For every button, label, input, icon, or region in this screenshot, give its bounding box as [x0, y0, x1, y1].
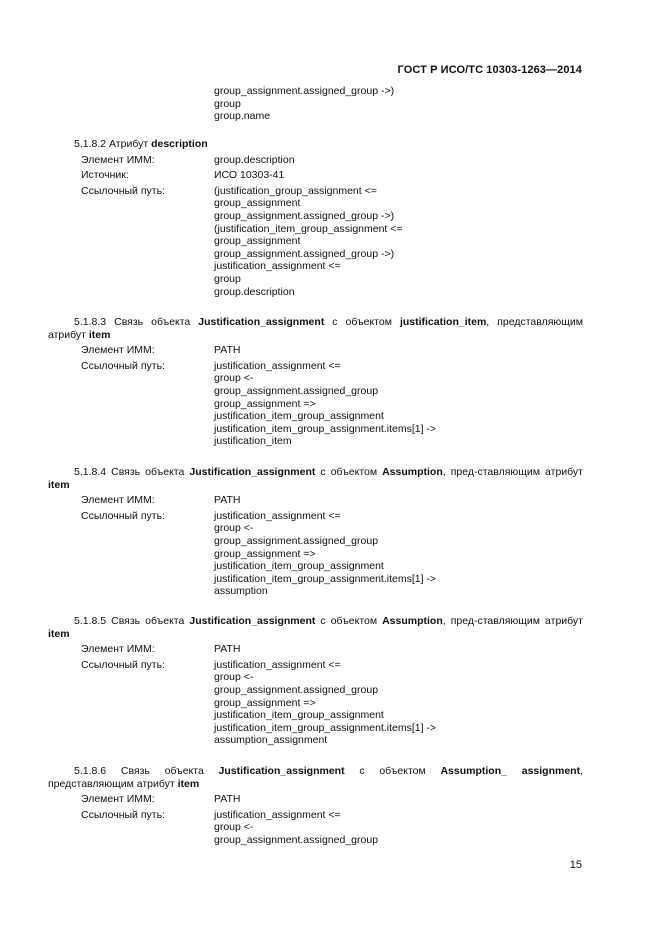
field-label: Ссылочный путь: [81, 509, 165, 522]
field-row [48, 793, 583, 806]
field-value [214, 809, 583, 847]
title-text: с объектом [315, 615, 383, 627]
section-5-1-8-2 [48, 138, 583, 298]
value-line: group_assignment.assigned_group [214, 534, 379, 547]
value-line: justification_assignment <= [214, 509, 341, 522]
value-line: justification_item_group_assignment.items[1] -> [214, 721, 437, 734]
value-line: group <- [214, 522, 254, 535]
value-line: PATH [214, 643, 241, 656]
title-text-bold: item [177, 777, 200, 790]
continued-reference-path [214, 85, 394, 123]
value-line: group <- [214, 671, 254, 684]
field-value [214, 344, 583, 357]
title-text-bold: Justification_assignment [198, 316, 325, 328]
value-line: justification_item [214, 435, 292, 448]
section-title [48, 138, 583, 151]
value-line: group_assignment => [214, 696, 316, 709]
section-5-1-8-5 [48, 615, 583, 747]
section-5-1-8-6 [48, 765, 583, 847]
value-line: group_assignment.assigned_group [214, 683, 379, 696]
section-title [48, 466, 583, 491]
value-line: group_assignment [214, 197, 301, 210]
path-line: group.name [214, 110, 271, 123]
value-line: justification_assignment <= [214, 658, 341, 671]
title-text-bold: item [88, 328, 111, 341]
field-row [48, 185, 583, 298]
field-row [48, 659, 583, 747]
section-title [48, 615, 583, 640]
field-label: Элемент ИММ: [81, 494, 155, 507]
value-line: PATH [214, 494, 241, 507]
title-text: с объектом [315, 466, 383, 478]
title-text: с объектом [324, 316, 400, 328]
value-line: (justification_item_group_assignment <= [214, 222, 403, 235]
section-title [48, 765, 583, 790]
value-line: justification_item_group_assignment.items[1] -> [214, 422, 437, 435]
title-text: , пред-ставляющим атрибут [442, 615, 583, 627]
section-title [48, 316, 583, 341]
field-row [48, 360, 583, 448]
field-label: Ссылочный путь: [81, 359, 165, 372]
title-text: с объектом [344, 765, 441, 777]
field-label: Ссылочный путь: [81, 808, 165, 821]
value-line: group_assignment.assigned_group ->) [214, 247, 395, 260]
field-value [214, 793, 583, 806]
title-text: , представляющим атрибут [48, 316, 584, 341]
section-5-1-8-3 [48, 316, 583, 448]
title-text: 5.1.8.5 Связь объекта [74, 615, 190, 627]
field-row [48, 494, 583, 507]
title-text-bold: item [48, 478, 70, 491]
value-line: group [214, 272, 241, 285]
field-value [214, 360, 583, 448]
value-line: group_assignment => [214, 547, 316, 560]
field-row [48, 344, 583, 357]
title-text-bold: item [48, 627, 70, 640]
value-line: justification_item_group_assignment [214, 560, 384, 573]
field-value [214, 510, 583, 598]
field-row [48, 154, 583, 167]
title-text: , пред-ставляющим атрибут [442, 466, 583, 478]
value-line: group_assignment.assigned_group ->) [214, 209, 395, 222]
value-line: group <- [214, 821, 254, 834]
field-label: Источник: [81, 169, 129, 182]
title-text-bold: description [151, 138, 208, 150]
value-line: group <- [214, 372, 254, 385]
section-5-1-8-4 [48, 466, 583, 598]
field-row [48, 510, 583, 598]
value-line: PATH [214, 344, 241, 357]
field-row [48, 643, 583, 656]
field-label: Элемент ИММ: [81, 793, 155, 806]
value-line: group.description [214, 285, 295, 298]
title-text: 5.1.8.2 Атрибут [74, 138, 152, 150]
field-label: Элемент ИММ: [81, 344, 155, 357]
value-line: justification_item_group_assignment [214, 410, 384, 423]
field-label: Элемент ИММ: [81, 153, 155, 166]
title-text: , представляющим атрибут [48, 765, 584, 790]
value-line: group.description [214, 153, 295, 166]
value-line: group_assignment.assigned_group [214, 384, 379, 397]
field-row [48, 809, 583, 847]
field-row [48, 169, 583, 182]
field-label: Элемент ИММ: [81, 643, 155, 656]
title-text-bold: Justification_assignment [218, 765, 345, 777]
value-line: justification_assignment <= [214, 260, 341, 273]
field-value [214, 494, 583, 507]
value-line: justification_item_group_assignment.items[1] -> [214, 572, 437, 585]
page-number: 15 [569, 859, 582, 871]
field-label: Ссылочный путь: [81, 184, 165, 197]
title-text-bold: Assumption_ assignment [440, 765, 581, 777]
title-text-bold: justification_item [399, 316, 487, 328]
field-value [214, 643, 583, 656]
value-line: group_assignment [214, 235, 301, 248]
field-value [214, 169, 583, 182]
field-value [214, 659, 583, 747]
title-text-bold: Assumption [382, 466, 443, 478]
value-line: group_assignment => [214, 397, 316, 410]
document-header: ГОСТ Р ИСО/ТС 10303-1263—2014 [397, 64, 582, 76]
field-value [214, 154, 583, 167]
value-line: PATH [214, 793, 241, 806]
title-text: 5.1.8.3 Связь объекта [74, 316, 199, 328]
value-line: justification_assignment <= [214, 359, 341, 372]
path-line: group_assignment.assigned_group ->) [214, 85, 395, 97]
value-line: assumption_assignment [214, 734, 328, 747]
title-text: 5.1.8.6 Связь объекта [74, 765, 219, 777]
value-line: group_assignment.assigned_group [214, 833, 379, 846]
title-text-bold: Justification_assignment [189, 466, 316, 478]
value-line: justification_assignment <= [214, 808, 341, 821]
value-line: justification_item_group_assignment [214, 709, 384, 722]
value-line: (justification_group_assignment <= [214, 184, 377, 197]
title-text: 5.1.8.4 Связь объекта [74, 466, 190, 478]
field-label: Ссылочный путь: [81, 658, 165, 671]
field-value [214, 185, 583, 298]
value-line: assumption [214, 585, 268, 598]
path-line: group [214, 97, 241, 110]
title-text-bold: Justification_assignment [189, 615, 316, 627]
value-line: ИСО 10303-41 [214, 169, 285, 182]
title-text-bold: Assumption [382, 615, 443, 627]
